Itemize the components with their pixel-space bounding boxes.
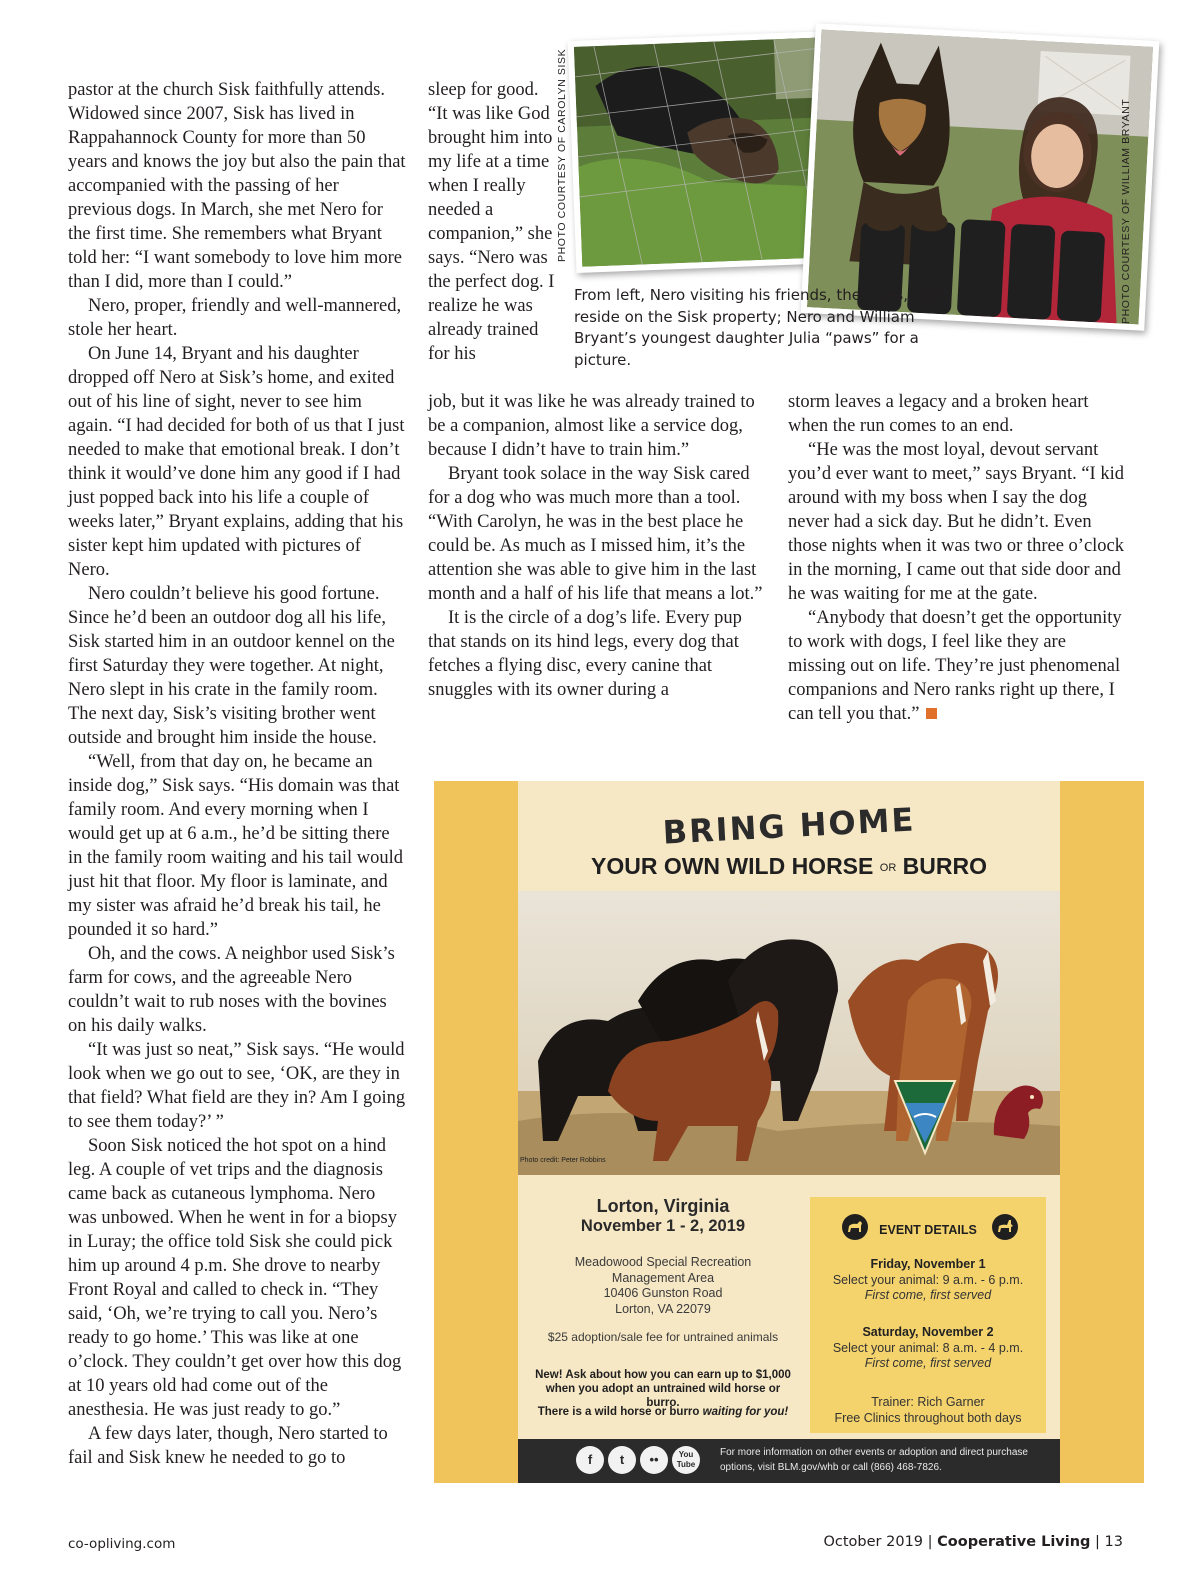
paragraph: Nero couldn’t believe his good fortune. Since he’d been an outdoor dog all his life, Sisk started him in an outdoor kennel on the first Saturday they were together. At night, Nero slept in his crate in the family room. The next day, Sisk’s visiting brother went outside and brought him inside the house.: [68, 584, 395, 748]
ad-subheadline-a: YOUR OWN WILD HORSE: [590, 853, 874, 879]
youtube-icon[interactable]: You Tube: [672, 1446, 700, 1474]
website-url: co-opliving.com: [68, 1536, 176, 1552]
ad-location: [548, 1196, 778, 1236]
paragraph: sleep for good. “It was like God brought him into my life at a time when I really needed a companion,” she says. “Nero was the perfect dog. I realize he was already trained for his: [428, 80, 555, 364]
trainer-name: Trainer: Rich Garner: [871, 1395, 985, 1409]
paragraph: “Well, from that day on, he became an inside dog,” Sisk says. “His domain was that family room. And every morning when I would get up at 6 a.m., he’d be sitting there in the family room waiting and his tail would just hit that floor. My floor is laminate, and my sister was afraid he’d break his tail, he pounded it so hard.”: [68, 752, 404, 940]
paragraph: Oh, and the cows. A neighbor used Sisk’s farm for cows, and the agreeable Nero couldn’t wait to rub noses with the bovines on his daily walks.: [68, 944, 395, 1036]
paragraph: storm leaves a legacy and a broken heart when the run comes to an end.: [788, 392, 1089, 436]
paragraph: “It was just so neat,” Sisk says. “He would look when we go out to see, ‘OK, are they in that field? What field are they in? Am I going to see them today?’ ”: [68, 1040, 406, 1132]
venue-line: Meadowood Special Recreation: [574, 1255, 752, 1269]
event-note: First come, first served: [864, 1288, 992, 1302]
burro-icon: [992, 1214, 1018, 1240]
venue-line: Management Area: [611, 1270, 715, 1285]
paragraph: It is the circle of a dog’s life. Every pup that stands on its hind legs, every dog that fetches a flying disc, every canine that snuggles with its owner during a: [428, 608, 742, 700]
ad-city: Lorton, Virginia: [596, 1196, 730, 1216]
venue-line: 10406 Gunston Road: [603, 1286, 723, 1300]
event-time: Select your animal: 9 a.m. - 6 p.m.: [832, 1272, 1024, 1287]
paragraph: Bryant took solace in the way Sisk cared for a dog who was much more than a tool. “With Carolyn, he was in the best place he could be. As much as I missed him, it’s the attention she was able to give him in the last month and a half of his life that means a lot.”: [428, 464, 763, 604]
folio-date: October 2019 |: [823, 1534, 938, 1550]
ad-subheadline: [518, 853, 1060, 880]
event-details-title: EVENT DETAILS: [879, 1223, 977, 1237]
ad-tagline: [528, 1406, 798, 1418]
paragraph: “He was the most loyal, devout servant you’d ever want to meet,” says Bryant. “I kid around with my boss when I say the dog never had a sick day. But he didn’t. Even those nights when it was two or three o’clock in the morning, I came out that side door and he was waiting for me at the gate.: [788, 440, 1125, 604]
event-saturday: [810, 1325, 1046, 1372]
clinics-note: Free Clinics throughout both days: [834, 1410, 1022, 1425]
ad-contact-info: For more information on other events or adoption and direct purchase options, visit BLM.gov/whb or call (866) 468-7826.: [720, 1447, 1028, 1473]
tagline-emphasis: waiting for you!: [702, 1406, 789, 1418]
article-column-3: [788, 390, 1128, 726]
event-friday: [810, 1257, 1046, 1304]
flickr-icon[interactable]: ••: [640, 1446, 668, 1474]
ad-fee: $25 adoption/sale fee for untrained animals: [547, 1330, 779, 1344]
photo-caption: From left, Nero visiting his friends, the cows, that reside on the Sisk property; Nero and William Bryant’s youngest daughter Julia “paws” for a picture.: [574, 286, 944, 369]
venue-line: Lorton, VA 22079: [615, 1301, 711, 1316]
incentive-line: New! Ask about how you can earn up to $1,000: [535, 1369, 791, 1381]
magazine-name: Cooperative Living: [937, 1534, 1091, 1550]
paragraph: pastor at the church Sisk faithfully attends. Widowed since 2007, Sisk has lived in Rappahannock County for more than 50 years and knows the joy but also the pain that accompanied with the passing of her previous dogs. In March, she met Nero for the first time. She remembers what Bryant told her: “I want somebody to love him more than I did, more than I could.”: [68, 80, 406, 292]
event-time: Select your animal: 8 a.m. - 4 p.m.: [832, 1340, 1024, 1355]
article-column-1: [68, 78, 406, 1470]
event-trainer: [810, 1395, 1046, 1426]
ad-incentive: [528, 1368, 798, 1410]
paragraph: [788, 606, 1128, 726]
end-of-article-mark: [926, 708, 937, 719]
ad-footer-bar: [518, 1439, 1060, 1483]
ad-venue: [548, 1255, 778, 1317]
article-column-2: [428, 390, 764, 702]
dog-girl-image: [807, 30, 1153, 325]
dog-cow-image: [574, 37, 834, 267]
photo-nero-and-cow: [568, 31, 841, 273]
page-folio: [823, 1534, 1123, 1550]
ad-subheadline-b: BURRO: [902, 853, 987, 879]
ad-dates: November 1 - 2, 2019: [580, 1217, 746, 1235]
tagline-text: There is a wild horse or burro: [537, 1406, 703, 1418]
event-details-box: [810, 1197, 1046, 1433]
twitter-icon[interactable]: t: [608, 1446, 636, 1474]
event-day: Friday, November 1: [870, 1257, 986, 1271]
paragraph: Soon Sisk noticed the hot spot on a hind leg. A couple of vet trips and the diagnosis came back as cutaneous lymphoma. Nero was unbowed. When he went in for a biopsy in Luray; the office told Sisk she could pick him up around 4 p.m. She drove to nearby Front Royal and called to check in. “They said, ‘Oh, we’re trying to call you. Nero’s ready to go home.’ This was like at one o’clock. They couldn’t get over how this dog at 10 years old had come out of the anesthesia. He was just ready to go.”: [68, 1136, 402, 1420]
horses-image: [518, 891, 1060, 1175]
ad-photo-credit: Photo credit: Peter Robbins: [520, 1157, 606, 1164]
photo-credit-1: PHOTO COURTESY OF CAROLYN SISK: [556, 48, 568, 262]
ad-panel: [518, 781, 1060, 1483]
wild-horse-program-logo-icon: [984, 1075, 1054, 1161]
wild-horse-advertisement[interactable]: [434, 781, 1144, 1483]
ad-headline: BRING HOME: [661, 800, 917, 852]
event-note: First come, first served: [864, 1356, 992, 1370]
page-number: | 13: [1090, 1534, 1123, 1550]
paragraph: Nero, proper, friendly and well-mannered, stole her heart.: [68, 296, 402, 340]
running-horses-photo: [518, 891, 1060, 1175]
photo-credit-2: PHOTO COURTESY OF WILLIAM BRYANT: [1120, 98, 1132, 324]
paragraph: job, but it was like he was already trained to be a companion, almost like a service dog, because I didn’t have to train him.”: [428, 392, 755, 460]
incentive-line: when you adopt an untrained wild horse or burro.: [545, 1383, 781, 1409]
paragraph: On June 14, Bryant and his daughter dropped off Nero at Sisk’s home, and exited out of his line of sight, never to see him again. “I had decided for both of us that I just needed to make that emotional break. I don’t think it would’ve done him any good if I had just popped back into his life a couple of weeks later,” Bryant explains, adding that his sister kept him updated with pictures of Nero.: [68, 344, 405, 580]
blm-logo-icon: [890, 1073, 960, 1159]
paragraph: A few days later, though, Nero started to fail and Sisk knew he needed to go to: [68, 1424, 388, 1468]
event-day: Saturday, November 2: [862, 1325, 994, 1339]
paragraph-text: “Anybody that doesn’t get the opportunity to work with dogs, I feel like they are missing out on life. They’re just phenomenal companions and Nero ranks right up there, I can tell you that.”: [788, 608, 1122, 724]
ad-subheadline-or: OR: [879, 861, 897, 874]
facebook-icon[interactable]: f: [576, 1446, 604, 1474]
article-column-2-top: [428, 78, 556, 366]
